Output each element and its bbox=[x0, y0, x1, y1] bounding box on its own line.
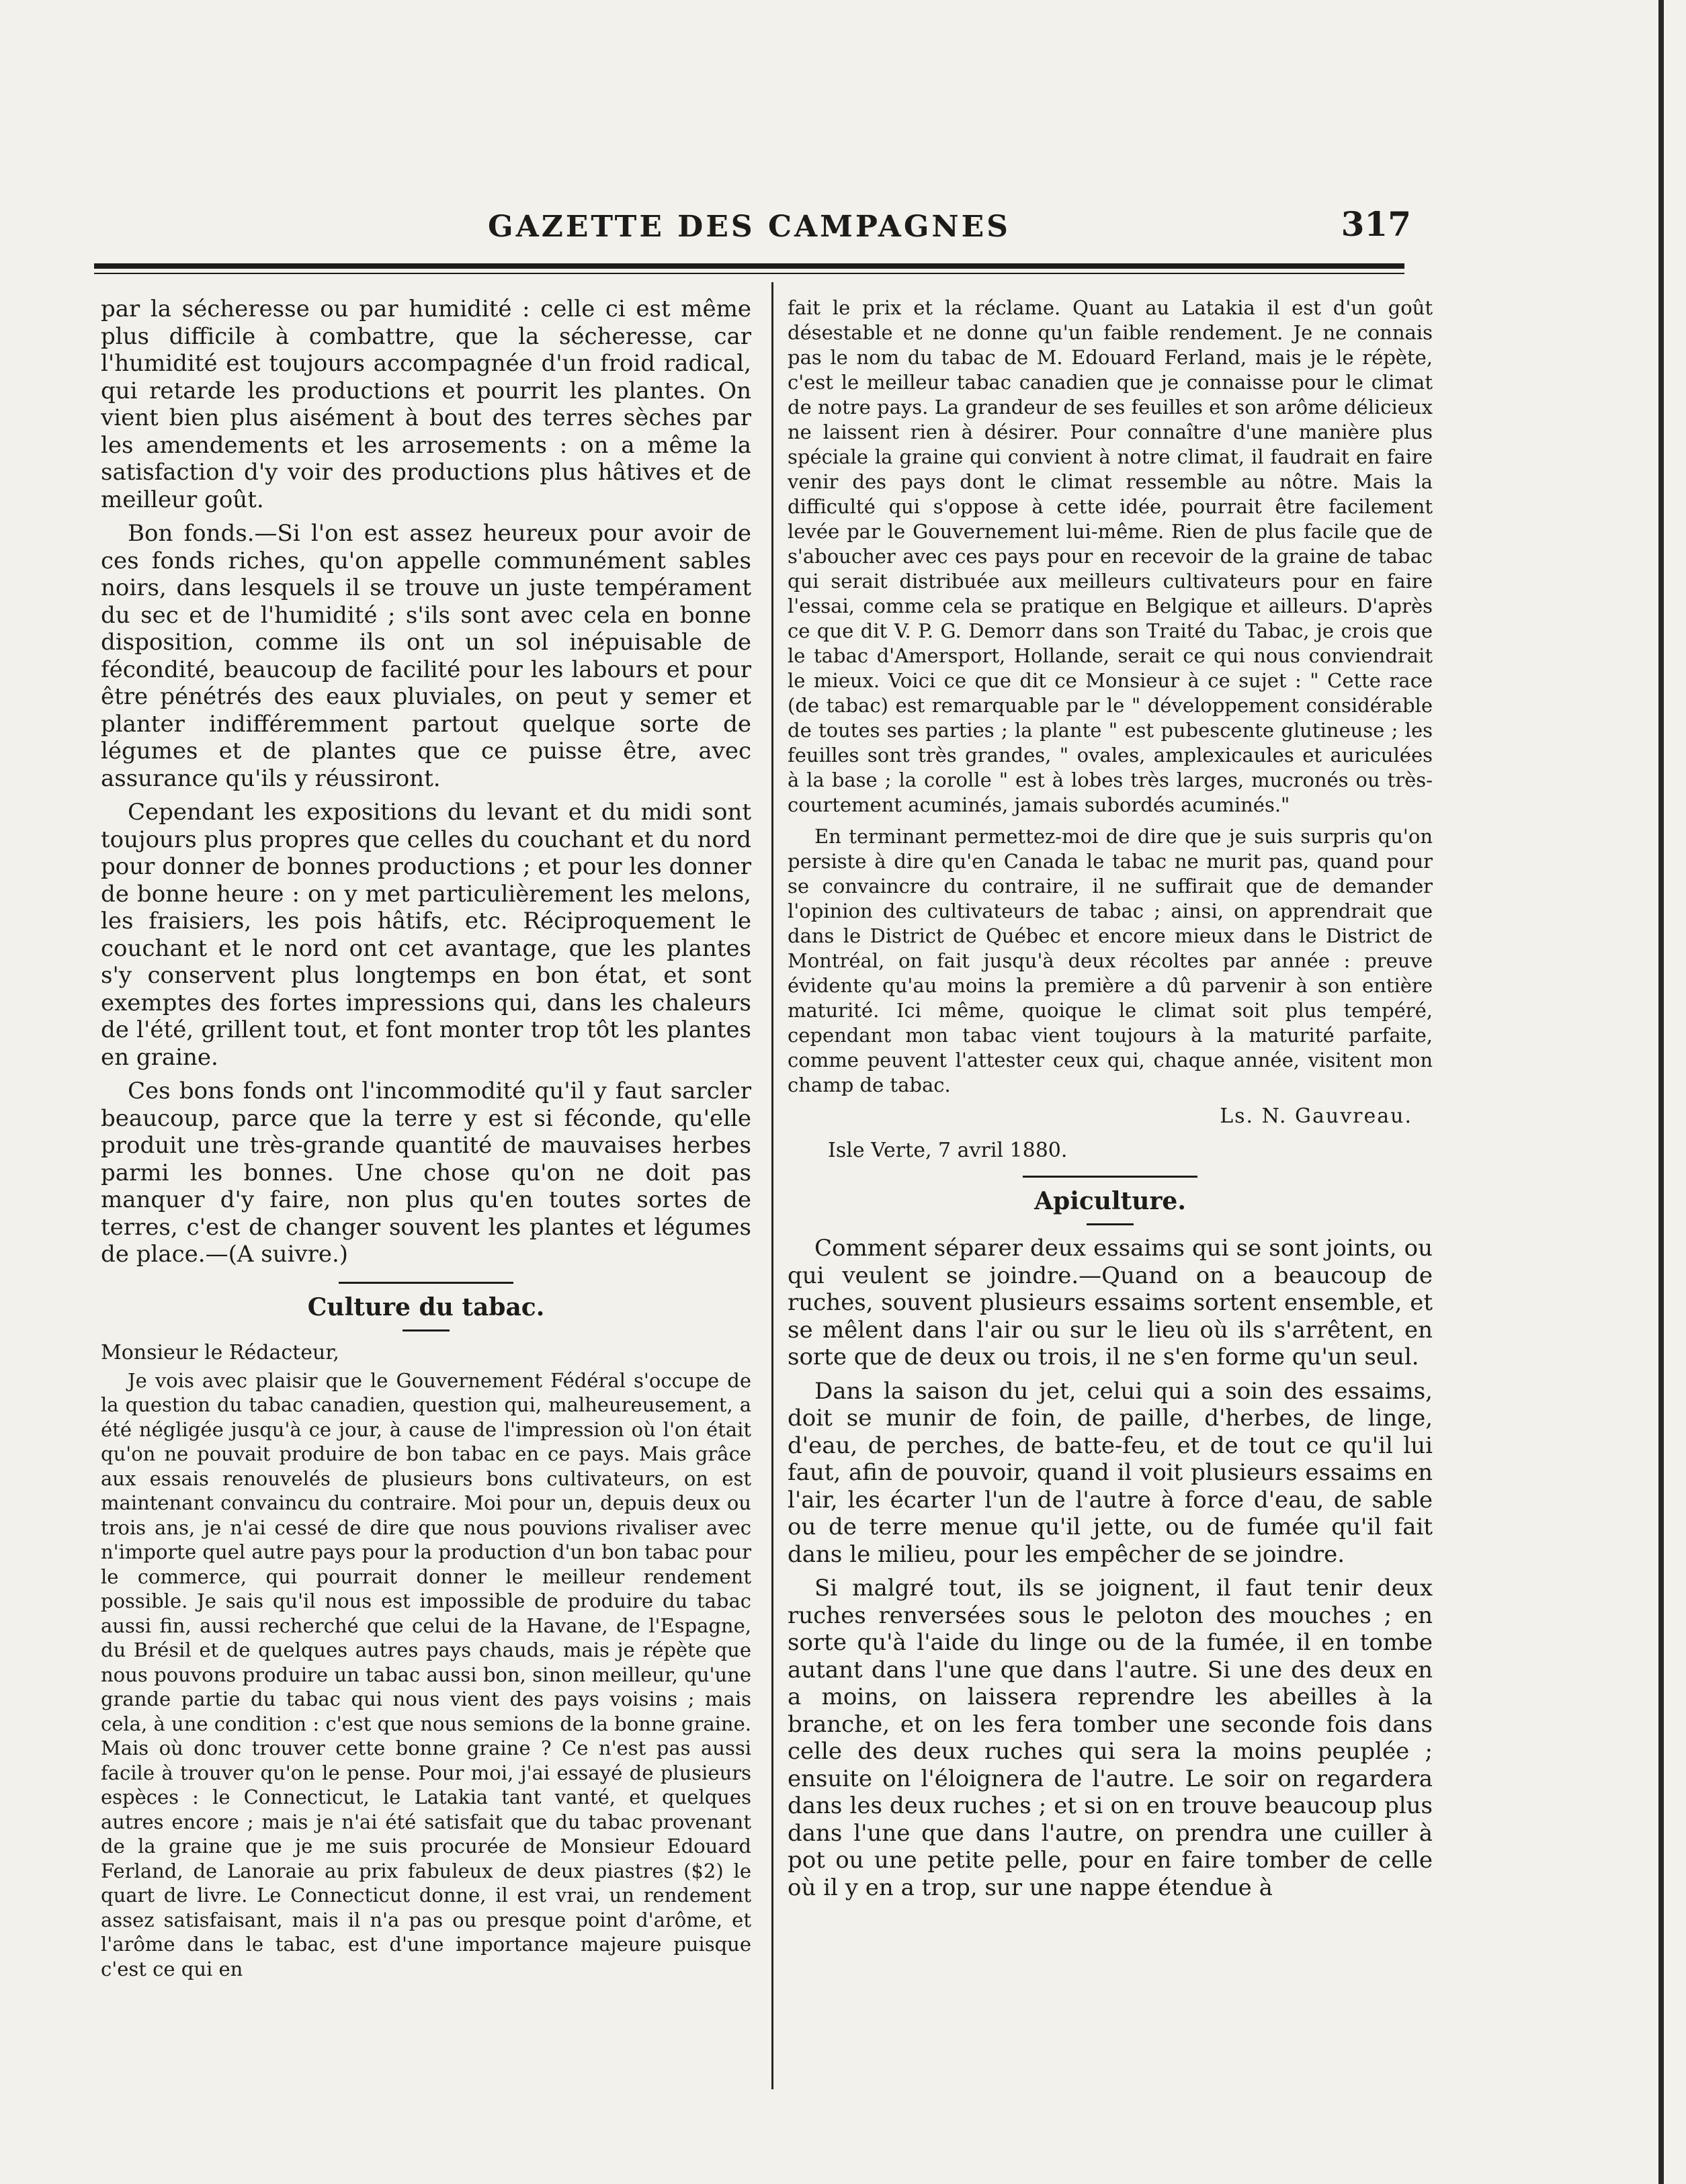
page-header bbox=[87, 202, 1411, 255]
page-edge-rule bbox=[1658, 0, 1664, 2184]
right-paragraph-5: Si malgré tout, ils se joignent, il faut tenir deux ruches renversées sous le peloton des mouches ; en sorte qu'à l'aide du linge ou de la fumée, il en tombe autant dans l'une que dans l'autre. Si une des deux en a moins, on laissera reprendre les abeilles à la branche, et on les fera tomber une seconde fois dans celle des deux ruches qui sera la moins peuplée ; ensuite on l'éloignera de l'autre. Le soir on regardera dans les deux ruches ; et si on en trouve beaucoup plus dans l'une que dans l'autre, on prendra une cuiller à pot ou une petite pelle, pour en faire tomber de celle où il y en a trop, sur une nappe étendue à bbox=[788, 1575, 1433, 1901]
left-paragraph-3: Cependant les expositions du levant et du midi sont toujours plus propres que celles du couchant et du nord pour donner de bonnes productions ; et pour les donner de bonne heure : on y met particulièrement les melons, les fraisiers, les pois hâtifs, etc. Réciproquement le couchant et le nord ont cet avantage, que les plantes s'y conservent plus longtemps en bon état, et sont exemptes des fortes impressions qui, dans les chaleurs de l'été, grillent tout, et font monter trop tôt les plantes en graine. bbox=[101, 799, 751, 1071]
column-divider bbox=[771, 282, 773, 2089]
left-paragraph-4: Ces bons fonds ont l'incommodité qu'il y faut sarcler beaucoup, parce que la terre y est si féconde, qu'elle produit une très-grande quantité de mauvaises herbes parmi les bonnes. Une chose qu'on ne doit pas manquer d'y faire, non plus qu'en toutes sortes de terres, c'est de changer souvent les plantes et légumes de place.—(A suivre.) bbox=[101, 1078, 751, 1268]
left-column bbox=[101, 296, 751, 2083]
right-paragraph-3: Comment séparer deux essaims qui se sont joints, ou qui veulent se joindre.—Quand on a beaucoup de ruches, souvent plusieurs essaims sortent ensemble, et se mêlent dans l'air ou sur le lieu où ils s'arrêtent, en sorte que de deux ou trois, il ne s'en forme qu'un seul. bbox=[788, 1235, 1433, 1370]
title-underline bbox=[403, 1329, 450, 1331]
header-rule-thin bbox=[94, 273, 1404, 274]
left-paragraph-2: Bon fonds.—Si l'on est assez heureux pour avoir de ces fonds riches, qu'on appelle communément sables noirs, dans lesquels il se trouve un juste tempérament du sec et de l'humidité ; s'ils sont avec cela en bonne disposition, comme ils ont un sol inépuisable de fécondité, beaucoup de facilité pour les labours et pour être pénétrés des eaux pluviales, on peut y semer et planter indifféremment partout quelque sorte de légumes et de plantes que ce puisse être, avec assurance qu'ils y réussiront. bbox=[101, 520, 751, 792]
right-paragraph-2: En terminant permettez-moi de dire que je suis surpris qu'on persiste à dire qu'en Canada le tabac ne murit pas, quand pour se convaincre du contraire, il ne suffirait que de demander l'opinion des cultivateurs de tabac ; ainsi, on apprendrait que dans le District de Québec et encore mieux dans le District de Montréal, on fait jusqu'à deux récoltes par année : preuve évidente qu'au moins la première a dû parvenir à son entière maturité. Ici même, quoique le climat soit plus tempéré, cependant mon tabac vient toujours à la maturité parfaite, comme peuvent l'attester ceux qui, chaque année, visitent mon champ de tabac. bbox=[788, 825, 1433, 1096]
section-separator bbox=[339, 1282, 513, 1284]
left-paragraph-5: Je vois avec plaisir que le Gouvernement Fédéral s'occupe de la question du tabac canadien, question qui, malheureusement, a été négligée jusqu'à ce jour, à cause de l'impression où l'on était qu'on ne pouvait produire de bon tabac en ce pays. Mais grâce aux essais renouvelés de plusieurs bons cultivateurs, on est maintenant convaincu du contraire. Moi pour un, depuis deux ou trois ans, je n'ai cessé de dire que nous pouvions rivaliser avec n'importe quel autre pays pour la production d'un bon tabac pour le commerce, qui pourrait donner le meilleur rendement possible. Je sais qu'il nous est impossible de produire du tabac aussi fin, aussi recherché que celui de la Havane, de l'Espagne, du Brésil et de quelques autres pays chauds, mais je répète que nous pouvons produire un tabac aussi bon, sinon meilleur, qu'une grande partie du tabac qui nous vient des pays voisins ; mais cela, à une condition : c'est que nous semions de la bonne graine. Mais où donc trouver cette bonne graine ? Ce n'est pas aussi facile à trouver qu'on le pense. Pour moi, j'ai essayé de plusieurs espèces : le Connecticut, le Latakia tant vanté, et quelques autres encore ; mais je n'ai été satisfait que du tabac provenant de la graine que je me suis procurée de Monsieur Edouard Ferland, de Lanoraie au prix fabuleux de deux piastres ($2) le quart de livre. Le Connecticut donne, il est vrai, un rendement assez satisfaisant, mais il n'a pas ou presque point d'arôme, et l'arôme dans le tabac, est d'une importance majeure puisque c'est ce qui en bbox=[101, 1368, 751, 1980]
header-rule-thick bbox=[94, 263, 1404, 269]
page-number: 317 bbox=[1341, 204, 1411, 244]
section-separator-2 bbox=[1023, 1176, 1197, 1178]
signature: Ls. N. Gauvreau. bbox=[1220, 1104, 1413, 1128]
page-title: GAZETTE DES CAMPAGNES bbox=[488, 210, 1011, 244]
left-paragraph-1: par la sécheresse ou par humidité : celle ci est même plus difficile à combattre, que la sécheresse, car l'humidité est toujours accompagnée d'un froid radical, qui retarde les productions et pourrit les plantes. On vient bien plus aisément à bout des terres sèches par les amendements et les arrosements : on a même la satisfaction d'y voir des productions plus hâtives et de meilleur goût. bbox=[101, 296, 751, 513]
right-paragraph-4: Dans la saison du jet, celui qui a soin des essaims, doit se munir de foin, de paille, d'herbes, de linge, d'eau, de perches, de batte-feu, et de tout ce qu'il lui faut, afin de pouvoir, quand il voit plusieurs essaims en l'air, les écarter l'un de l'autre à force d'eau, de sable ou de terre menue qu'il jette, ou de fumée qu'il fait dans le milieu, pour les empêcher de se joindre. bbox=[788, 1377, 1433, 1568]
section-title-apiculture: Apiculture. bbox=[1034, 1187, 1186, 1215]
section-title-tabac: Culture du tabac. bbox=[307, 1293, 545, 1321]
title-underline-2 bbox=[1087, 1223, 1134, 1225]
right-paragraph-1: fait le prix et la réclame. Quant au Latakia il est d'un goût désestable et ne donne qu'un faible rendement. Je ne connais pas le nom du tabac de M. Edouard Ferland, mais je le répète, c'est le meilleur tabac canadien que je connaisse pour le climat de notre pays. La grandeur de ses feuilles et son arôme délicieux ne laissent rien à désirer. Pour connaître d'une manière plus spéciale la graine qui convient à notre climat, il faudrait en faire venir des pays dont le climat ressemble au nôtre. Mais la difficulté qui s'oppose à cette idée, pourrait être facilement levée par le Gouvernement lui-même. Rien de plus facile que de s'aboucher avec ces pays pour en recevoir de la graine de tabac qui serait distribuée aux meilleurs cultivateurs pour en faire l'essai, comme cela se pratique en Belgique et ailleurs. D'après ce que dit V. P. G. Demorr dans son Traité du Tabac, je crois que le tabac d'Amersport, Hollande, serait ce qui nous conviendrait le mieux. Voici ce que dit ce Monsieur à ce sujet : " Cette race (de tabac) est remarquable par le " développement considérable de toutes ses parties ; la plante " est pubescente glutineuse ; les feuilles sont très grandes, " ovales, amplexicaules et auriculées à la base ; la corolle " est à lobes très larges, mucronés ou très-courtement acuminés, jamais subordés acuminés." bbox=[788, 296, 1433, 816]
salutation: Monsieur le Rédacteur, bbox=[101, 1340, 339, 1364]
right-column bbox=[788, 296, 1433, 2083]
place-date: Isle Verte, 7 avril 1880. bbox=[828, 1139, 1068, 1162]
